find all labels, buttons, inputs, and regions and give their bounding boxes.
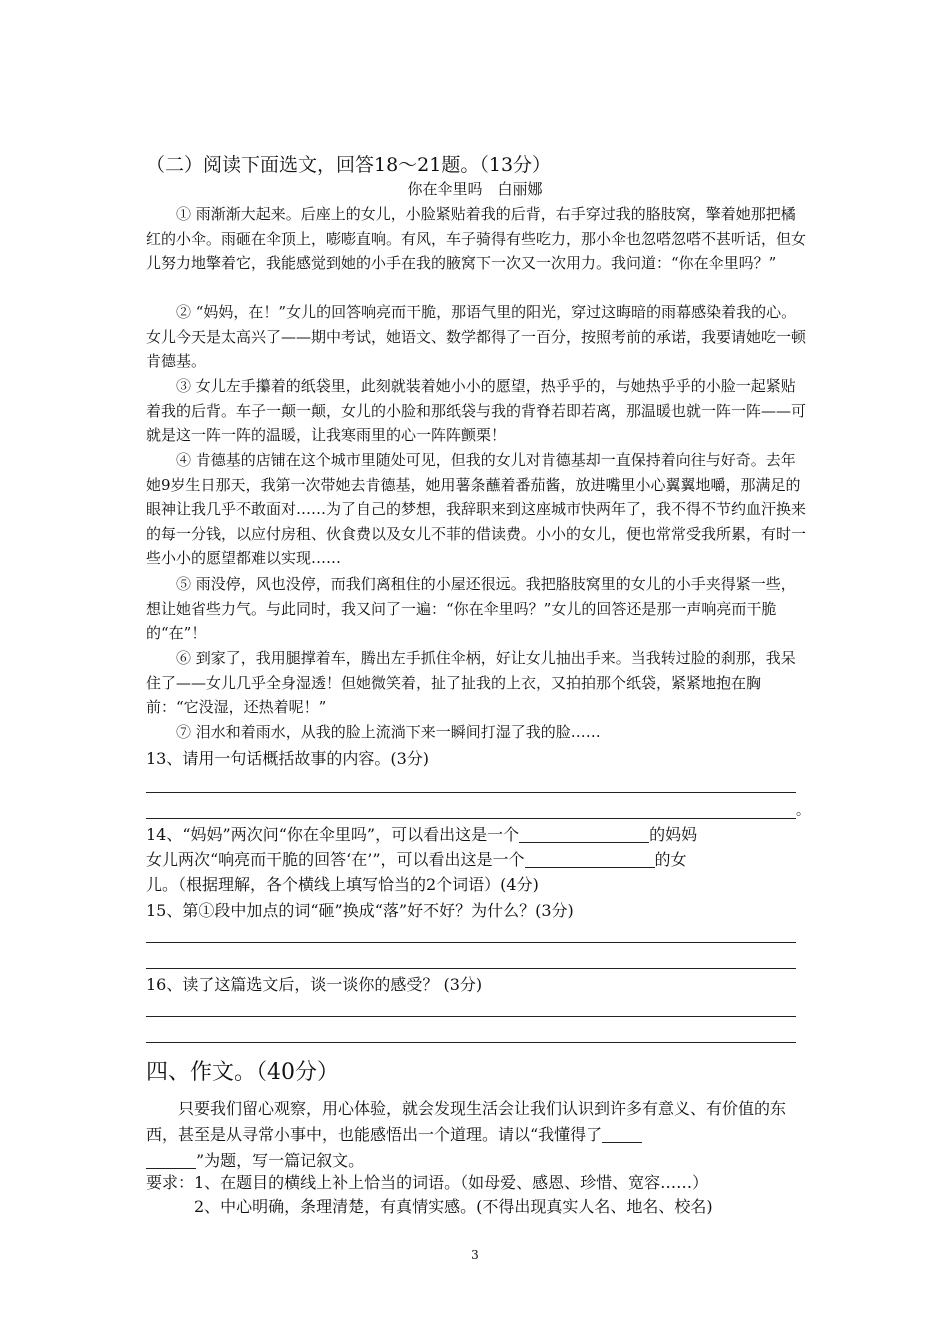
- question-13: 13、请用一句话概括故事的内容。(3分): [146, 749, 430, 768]
- paragraph-4: ④ 肯德基的店铺在这个城市里随处可见，但我的女儿对肯德基却一直保持着向往与好奇。去年她9岁生日那天，我第一次带她去肯德基，她用薯条蘸着番茄酱，放进嘴里小心翼翼地嚼，那满足的眼神让我几乎不敢面对……为了自己的梦想，我辞职来到这座城市快两年了，我不得不节约血汗换来的每一分钱，以应付房租、伙食费以及女儿不菲的借读费。小小的女儿，便也常常受我所累，有时一些小小的愿望都难以实现……: [146, 451, 807, 568]
- paragraph-3: ③ 女儿左手攥着的纸袋里，此刻就装着她小小的愿望，热乎乎的，与她热乎乎的小脸一起紧贴着我的后背。车子一颠一颠，女儿的小脸和那纸袋与我的背脊若即若离，那温暖也就一阵一阵——可就是这一阵一阵的温暖，让我寒雨里的心一阵阵颤栗！: [146, 377, 807, 445]
- requirement-2: 2、中心明确，条理清楚，有真情实感。(不得出现真实人名、地名、校名): [146, 1197, 713, 1216]
- question-16: 16、读了这篇选文后，谈一谈你的感受？ (3分): [146, 975, 483, 994]
- requirement-1: 要求：1、在题目的横线上补上恰当的词语。（如母爱、感恩、珍惜、宽容……）: [146, 1173, 709, 1192]
- question-15: 15、第①段中加点的词“砸”换成“落”好不好？为什么？(3分): [146, 901, 574, 920]
- q14-text-d: 的女: [654, 850, 687, 869]
- answer-line[interactable]: [146, 1042, 796, 1043]
- composition-prompt: [146, 1096, 811, 1174]
- fill-blank[interactable]: [525, 851, 655, 868]
- story-title: 你在伞里吗 白丽娜: [407, 180, 543, 198]
- q13-period: 。: [796, 803, 810, 819]
- page-number: 3: [471, 1248, 479, 1262]
- paragraph-2: ② “妈妈，在！”女儿的回答响亮而干脆，那语气里的阳光，穿过这晦暗的雨幕感染着我的心。女儿今天是太高兴了——期中考试，她语文、数学都得了一百分，按照考前的承诺，我要请她吃一顿肯德基。: [146, 303, 807, 371]
- answer-line[interactable]: [146, 942, 796, 943]
- answer-line[interactable]: [146, 1016, 796, 1017]
- q14-text-e: 儿。（根据理解，各个横线上填写恰当的2个词语）(4分): [146, 875, 539, 894]
- paragraph-6: ⑥ 到家了，我用腿撑着车，腾出左手抓住伞柄，好让女儿抽出手来。当我转过脸的刹那，我呆住了——女儿几乎全身湿透！但她微笑着，扯了扯我的上衣，又拍拍那个纸袋，紧紧地抱在胸前：“它没湿，还热着呢！”: [146, 649, 796, 717]
- composition-heading: 四、作文。（40分）: [146, 1060, 339, 1085]
- answer-line[interactable]: [146, 968, 796, 969]
- answer-line[interactable]: [146, 818, 796, 819]
- paragraph-5: ⑤ 雨没停，风也没停，而我们离租住的小屋还很远。我把胳肢窝里的女儿的小手夹得紧一些，想让她省些力气。与此同时，我又问了一遍：“你在伞里吗？”女儿的回答还是那一声响亮而干脆的“在”！: [146, 575, 796, 643]
- section-heading: （二）阅读下面选文，回答18～21题。（13分）: [146, 154, 552, 176]
- paragraph-1: ① 雨渐渐大起来。后座上的女儿，小脸紧贴着我的后背，右手穿过我的胳肢窝，擎着她那把橘红的小伞。雨砸在伞顶上，嘭嘭直响。有风，车子骑得有些吃力，那小伞也忽嗒忽嗒不甚听话，但女儿努力地擎着它，我能感觉到她的小手在我的腋窝下一次又一次用力。我问道：“你在伞里吗？”: [146, 205, 807, 273]
- fill-blank[interactable]: [519, 826, 649, 843]
- q14-text-b: 的妈妈: [649, 825, 698, 844]
- answer-line[interactable]: [146, 792, 796, 793]
- paragraph-7: ⑦ 泪水和着雨水，从我的脸上流淌下来一瞬间打湿了我的脸……: [146, 723, 601, 741]
- prompt-text-a: 只要我们留心观察，用心体验，就会发现生活会让我们认识到许多有意义、有价值的东西，甚至是从寻常小事中，也能感悟出一个道理。请以“我懂得了: [146, 1099, 787, 1144]
- prompt-text-b: ”为题，写一篇记叙文。: [196, 1151, 365, 1170]
- title-blank[interactable]: [146, 1152, 196, 1169]
- title-blank[interactable]: [602, 1126, 642, 1143]
- q14-text-c: 女儿两次“响亮而干脆的回答‘在’”，可以看出这是一个: [146, 850, 525, 869]
- question-14: [146, 822, 811, 897]
- q14-text-a: 14、“妈妈”两次问“你在伞里吗”，可以看出这是一个: [146, 825, 520, 844]
